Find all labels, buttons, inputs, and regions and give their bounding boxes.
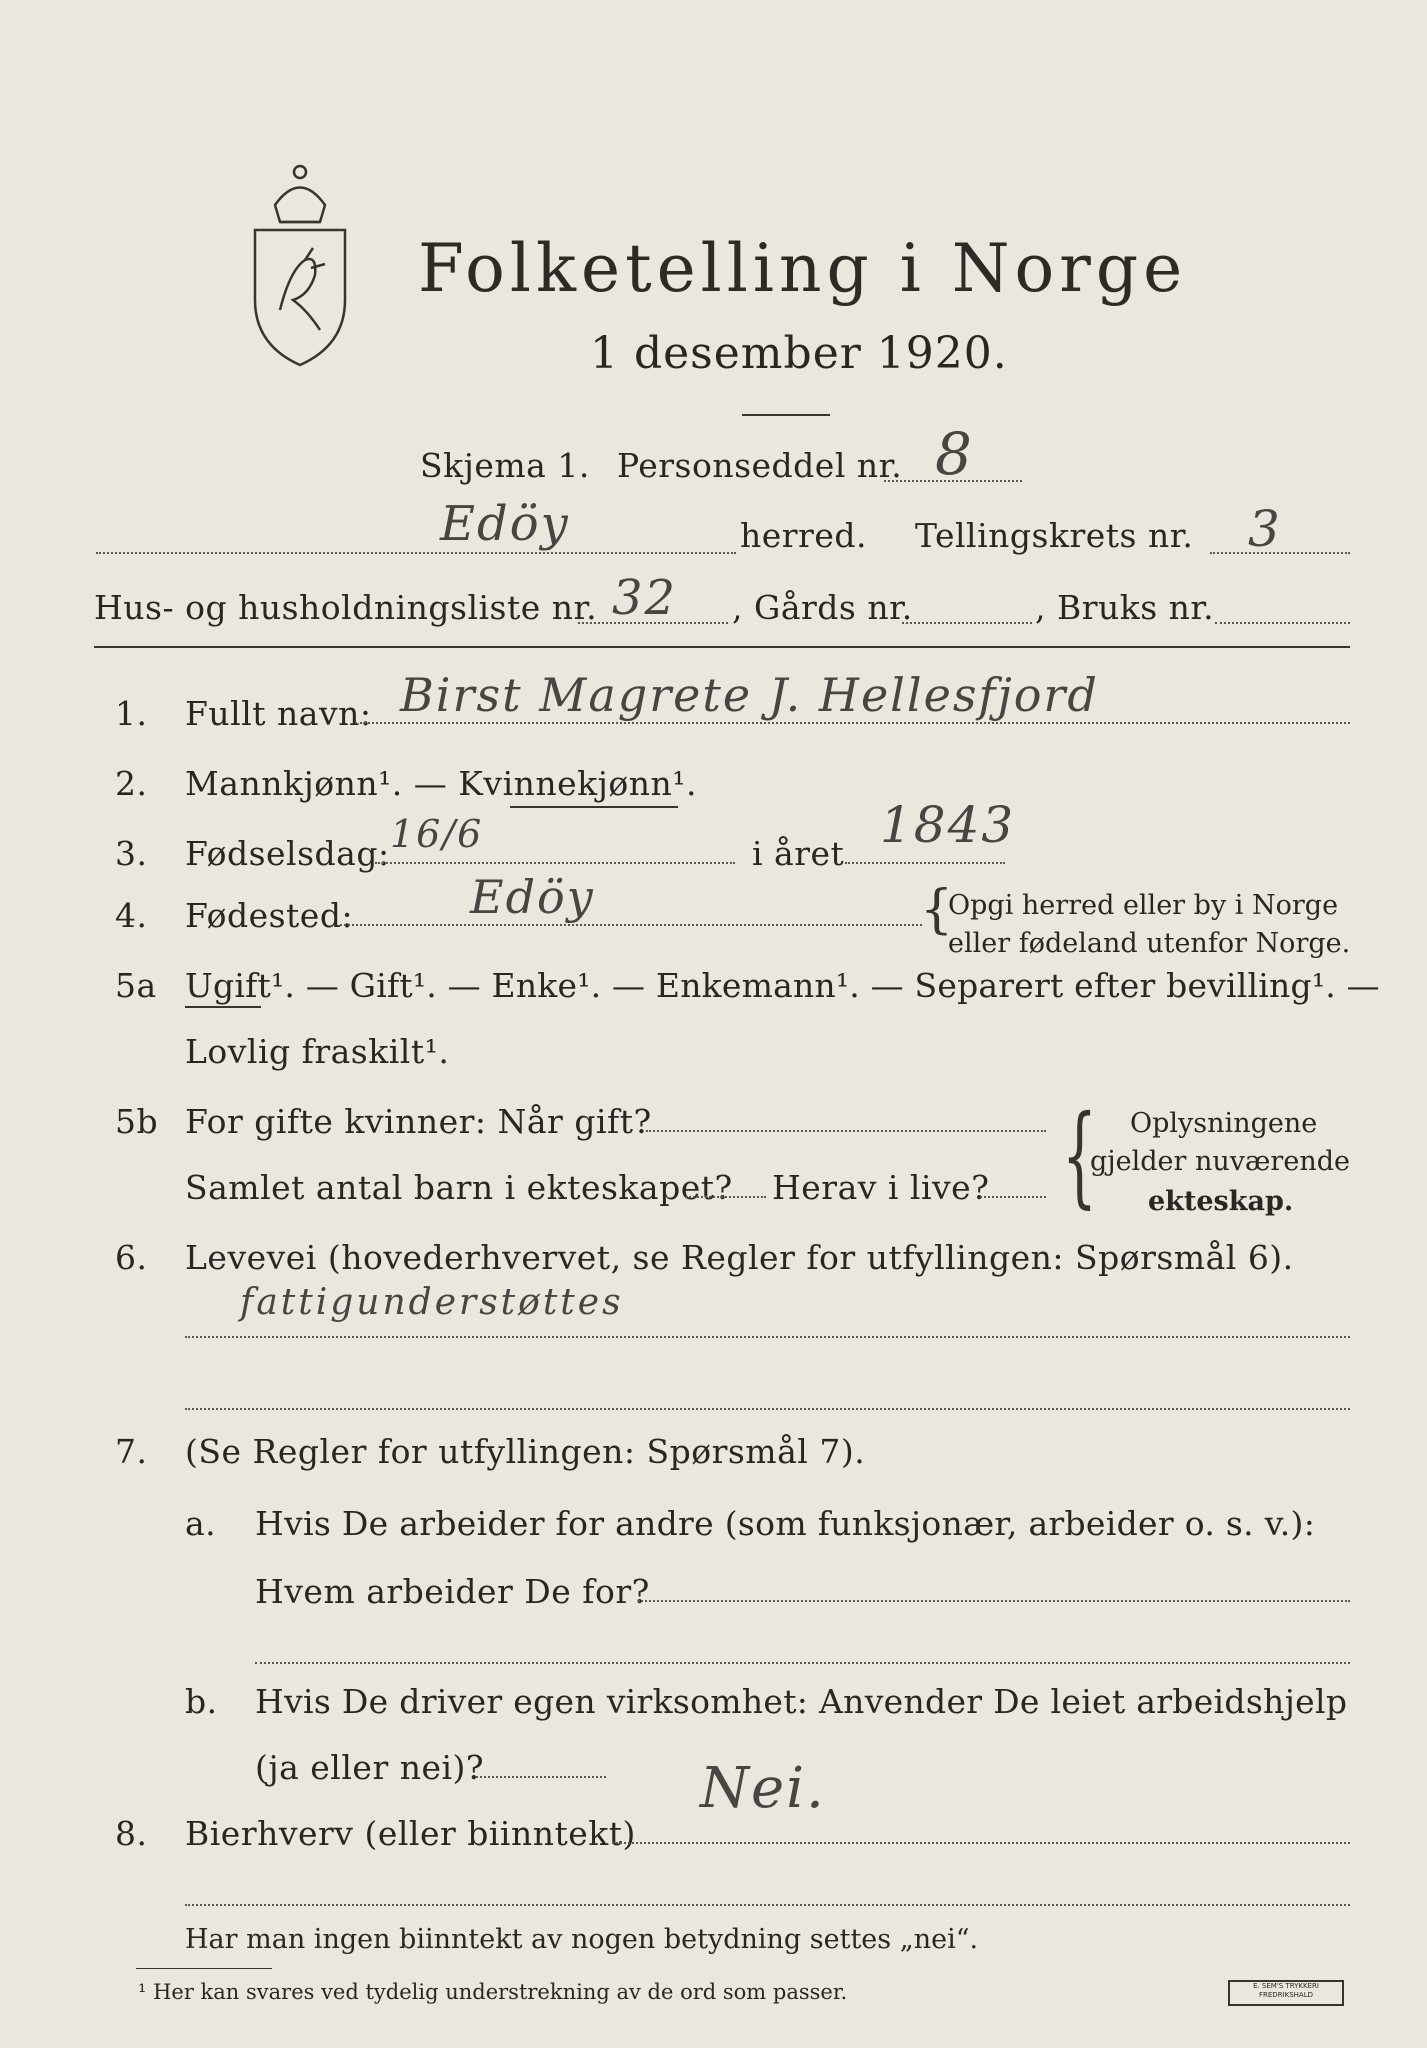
title-divider — [742, 414, 830, 416]
q3-year-label: i året — [752, 834, 845, 873]
q2-number: 2. — [115, 764, 148, 803]
q6-label: Levevei (hovederhvervet, se Regler for utfyllingen: Spørsmål 6). — [185, 1238, 1294, 1277]
q5a-underline-ugift — [185, 1006, 261, 1008]
q1-value: Birst Magrete J. Hellesfjord — [400, 668, 1099, 722]
q7a-line1 — [638, 1600, 1350, 1602]
personseddel-value: 8 — [935, 420, 974, 488]
q7a-label: Hvis De arbeider for andre (som funksjonær, arbeider o. s. v.): — [255, 1504, 1316, 1543]
herred-value: Edöy — [440, 496, 570, 552]
q5a-number: 5a — [115, 966, 157, 1005]
header-rule — [94, 646, 1350, 648]
tellingskrets-value: 3 — [1248, 500, 1282, 558]
q4-note-line2: eller fødeland utenfor Norge. — [948, 928, 1351, 959]
tellingskrets-label: Tellingskrets nr. — [915, 516, 1194, 555]
form-title: Folketelling i Norge — [418, 230, 1188, 307]
husliste-label: Hus- og husholdningsliste nr. — [94, 588, 598, 627]
q3-label: Fødselsdag: — [185, 834, 390, 873]
gards-line — [902, 622, 1032, 624]
q4-label: Fødested: — [185, 896, 354, 935]
q1-number: 1. — [115, 694, 148, 733]
q5a-label: Ugift¹. — Gift¹. — Enke¹. — Enkemann¹. — Separert efter bevilling¹. — — [185, 966, 1380, 1005]
q8-value: Nei. — [700, 1756, 826, 1821]
q8-line1 — [612, 1842, 1350, 1844]
q3-number: 3. — [115, 834, 148, 873]
footnote: ¹ Her kan svares ved tydelig understrekning av de ord som passer. — [138, 1980, 848, 2004]
husliste-value: 32 — [612, 570, 678, 626]
census-date: 1 desember 1920. — [590, 328, 1008, 379]
q6-number: 6. — [115, 1238, 148, 1277]
q8-number: 8. — [115, 1814, 148, 1853]
q7-label: (Se Regler for utfyllingen: Spørsmål 7). — [185, 1432, 866, 1471]
q7b-label: Hvis De driver egen virksomhet: Anvender De leiet arbeidshjelp — [255, 1682, 1348, 1721]
q5a-label2: Lovlig fraskilt¹. — [185, 1032, 450, 1071]
q2-underline-kvinnekjonn — [510, 806, 678, 808]
q3-year-value: 1843 — [880, 796, 1016, 854]
q6-line1 — [185, 1336, 1350, 1338]
q5b-label2: Samlet antal barn i ekteskapet? — [185, 1168, 733, 1207]
q5b-children-line — [686, 1196, 766, 1198]
norway-coat-of-arms-icon — [245, 160, 355, 370]
herred-line — [96, 552, 736, 554]
q7b-number: b. — [185, 1682, 218, 1721]
footnote-rule — [136, 1968, 272, 1969]
bruks-label: , Bruks nr. — [1035, 588, 1215, 627]
q5b-note3: ekteskap. — [1148, 1186, 1294, 1217]
q4-note-line1: Opgi herred eller by i Norge — [948, 890, 1339, 921]
gards-label: , Gårds nr. — [732, 588, 913, 627]
q7b-label2: (ja eller nei)? — [255, 1748, 485, 1787]
q3-value: 16/6 — [390, 812, 484, 856]
q4-brace: { — [920, 880, 954, 940]
q3-day-line — [375, 862, 735, 864]
q5b-alive-line — [980, 1196, 1046, 1198]
q5b-label3: Herav i live? — [772, 1168, 990, 1207]
q5b-number: 5b — [115, 1102, 159, 1141]
q5b-label: For gifte kvinner: Når gift? — [185, 1102, 652, 1141]
q8-line2 — [185, 1904, 1350, 1906]
q8-label: Bierhverv (eller biinntekt) — [185, 1814, 636, 1853]
q7a-label2: Hvem arbeider De for? — [255, 1572, 650, 1611]
q4-value: Edöy — [470, 870, 595, 924]
q2-label: Mannkjønn¹. — Kvinnekjønn¹. — [185, 764, 697, 803]
q7a-number: a. — [185, 1504, 217, 1543]
q5b-when-line — [646, 1130, 1046, 1132]
q3-year-line — [845, 862, 1005, 864]
q7-number: 7. — [115, 1432, 148, 1471]
q7b-line — [476, 1776, 606, 1778]
q1-label: Fullt navn: — [185, 694, 372, 733]
bruks-line — [1215, 622, 1350, 624]
footer-note: Har man ingen biinntekt av nogen betydning settes „nei“. — [185, 1924, 979, 1955]
q5b-note2: gjelder nuværende — [1090, 1146, 1350, 1177]
printer-stamp: E. SEM'S TRYKKERI FREDRIKSHALD — [1228, 1980, 1344, 2006]
q7a-line2 — [255, 1662, 1350, 1664]
herred-label: herred. — [740, 516, 867, 555]
q5b-brace: { — [1062, 1091, 1097, 1219]
personseddel-label: Personseddel nr. — [617, 446, 903, 485]
q5b-note1: Oplysningene — [1130, 1108, 1318, 1139]
q6-value: fattigunderstøttes — [240, 1282, 624, 1323]
q6-line2 — [185, 1408, 1350, 1410]
q4-line — [340, 924, 922, 926]
skjema-label: Skjema 1. — [420, 446, 590, 485]
q1-line — [355, 722, 1350, 724]
q4-number: 4. — [115, 896, 148, 935]
